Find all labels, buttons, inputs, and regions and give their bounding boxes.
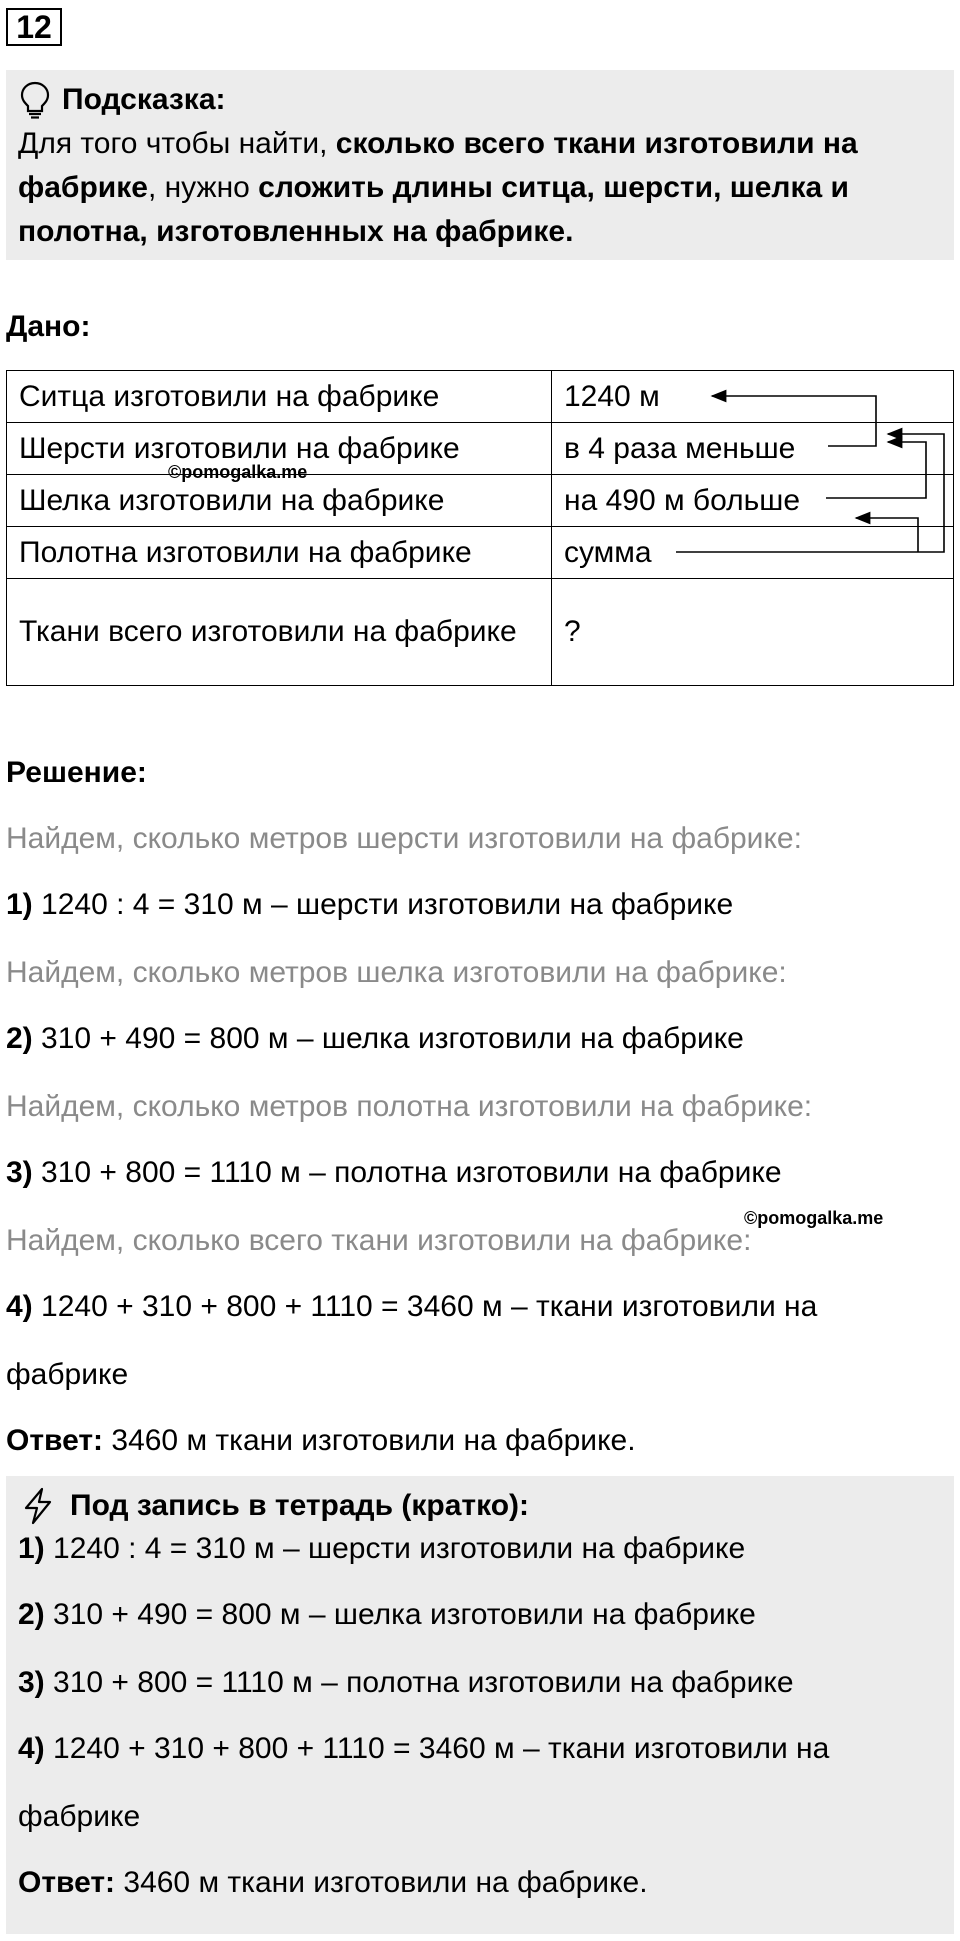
solution-comment: Найдем, сколько всего ткани изготовили на фабрике: xyxy=(6,1224,752,1257)
step-number: 3) xyxy=(18,1666,45,1699)
solution-step-continued: фабрике xyxy=(6,1358,129,1391)
lightbulb-icon xyxy=(18,80,52,120)
hint-header xyxy=(18,78,942,122)
solution-step xyxy=(6,1022,744,1056)
task-number: 12 xyxy=(6,8,62,46)
hint-text-4: сложить длины ситца, шерсти, шелка и полотна, изготовленных на фабрике. xyxy=(18,171,849,248)
step-text: 1240 : 4 = 310 м – шерсти изготовили на фабрике xyxy=(44,1532,746,1565)
step-text: 1240 : 4 = 310 м – шерсти изготовили на фабрике xyxy=(32,888,734,921)
hint-text-3: , нужно xyxy=(147,171,259,204)
step-text: 310 + 800 = 1110 м – полотна изготовили на фабрике xyxy=(32,1156,782,1189)
solution-comment: Найдем, сколько метров шелка изготовили на фабрике: xyxy=(6,956,787,989)
solution-step xyxy=(6,888,733,922)
table-row xyxy=(7,423,954,475)
hint-text xyxy=(18,122,942,254)
row-value: сумма xyxy=(552,527,954,579)
solution-step xyxy=(6,1290,817,1324)
notebook-step xyxy=(18,1666,794,1700)
step-number: 1) xyxy=(18,1532,45,1565)
watermark: ©pomogalka.me xyxy=(744,1208,884,1228)
solution-step xyxy=(6,1156,782,1190)
given-label: Дано: xyxy=(6,310,91,343)
hint-title: Подсказка: xyxy=(62,83,226,116)
table-row xyxy=(7,475,954,527)
step-number: 1) xyxy=(6,888,33,921)
watermark: ©pomogalka.me xyxy=(168,462,308,482)
step-number: 2) xyxy=(6,1022,33,1055)
step-number: 3) xyxy=(6,1156,33,1189)
answer-label: Ответ: xyxy=(6,1424,104,1457)
hint-text-2: сколько всего ткани изготовили на фабрике xyxy=(18,127,858,204)
notebook-step xyxy=(18,1732,829,1766)
table-row xyxy=(7,371,954,423)
notebook-step xyxy=(18,1532,745,1566)
row-value: на 490 м больше xyxy=(552,475,954,527)
row-name: Ситца изготовили на фабрике xyxy=(7,371,552,423)
table-row xyxy=(7,579,954,686)
notebook-title: Под запись в тетрадь (кратко): xyxy=(70,1489,530,1522)
row-name: Полотна изготовили на фабрике xyxy=(7,527,552,579)
step-text: 310 + 490 = 800 м – шелка изготовили на фабрике xyxy=(32,1022,744,1055)
notebook-header xyxy=(18,1484,529,1528)
solution-answer xyxy=(6,1424,636,1458)
step-number: 4) xyxy=(6,1290,33,1323)
row-value: в 4 раза меньше xyxy=(552,423,954,475)
notebook-step-continued: фабрике xyxy=(18,1800,141,1833)
notebook-box xyxy=(6,1476,954,1934)
lightning-icon xyxy=(18,1486,58,1526)
step-text: 1240 + 310 + 800 + 1110 = 3460 м – ткани изготовили на xyxy=(32,1290,818,1323)
notebook-step xyxy=(18,1598,756,1632)
row-value: 1240 м xyxy=(552,371,954,423)
step-text: 310 + 490 = 800 м – шелка изготовили на фабрике xyxy=(44,1598,756,1631)
hint-box xyxy=(6,70,954,260)
step-number: 4) xyxy=(18,1732,45,1765)
solution-comment: Найдем, сколько метров шерсти изготовили на фабрике: xyxy=(6,822,802,855)
answer-label: Ответ: xyxy=(18,1866,116,1899)
step-text: 310 + 800 = 1110 м – полотна изготовили на фабрике xyxy=(44,1666,794,1699)
table-row xyxy=(7,527,954,579)
solution-comment: Найдем, сколько метров полотна изготовили на фабрике: xyxy=(6,1090,813,1123)
step-text: 1240 + 310 + 800 + 1110 = 3460 м – ткани изготовили на xyxy=(44,1732,830,1765)
row-name: Шелка изготовили на фабрике xyxy=(7,475,552,527)
given-table xyxy=(6,370,954,686)
notebook-answer xyxy=(18,1866,648,1900)
step-number: 2) xyxy=(18,1598,45,1631)
row-value: ? xyxy=(552,579,954,686)
row-name: Шерсти изготовили на фабрике xyxy=(7,423,552,475)
answer-text: 3460 м ткани изготовили на фабрике. xyxy=(103,1424,636,1457)
answer-text: 3460 м ткани изготовили на фабрике. xyxy=(115,1866,648,1899)
hint-text-1: Для того чтобы найти, xyxy=(18,127,336,160)
solution-label: Решение: xyxy=(6,756,147,789)
row-name: Ткани всего изготовили на фабрике xyxy=(7,579,552,686)
